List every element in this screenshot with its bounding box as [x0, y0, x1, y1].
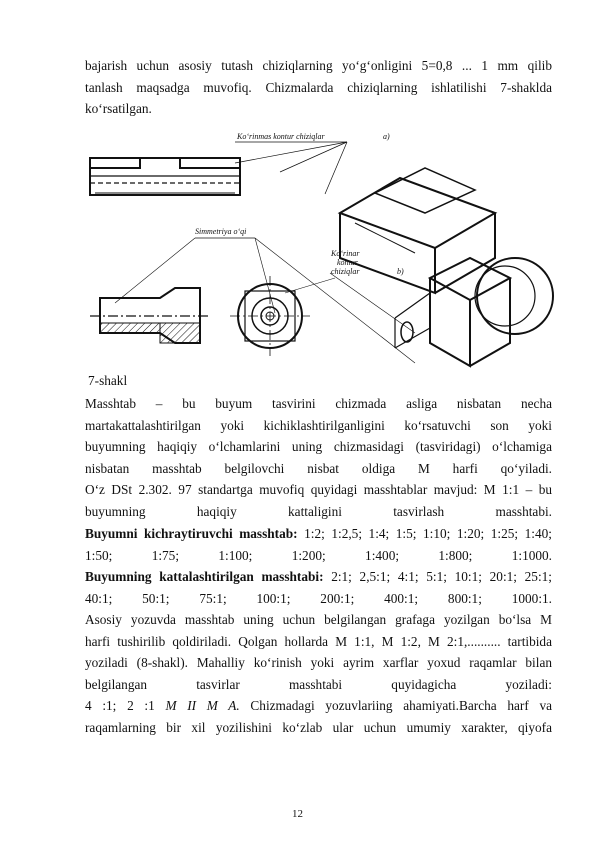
text-line: 1:50; 1:75; 1:100; 1:200; 1:400; 1:800; 1:1000.: [85, 547, 552, 563]
paragraph-enlarging-scales: [85, 566, 552, 609]
label-visible-contour-3: chiziqlar: [331, 267, 360, 276]
paragraph-title-block: [85, 609, 552, 695]
text-line: belgilangan tasvirlar masshtabi quyidagicha yoziladi:: [85, 676, 552, 692]
view-labels: M II M A.: [165, 698, 240, 713]
text-line: harfi tushirilib qoldiriladi. Qolgan hollarda M 1:1, M 1:2, M 2:1,.......... tartibida: [85, 633, 552, 649]
text-line: O‘z DSt 2.302. 97 standartga muvofiq quyidagi masshtablar mavjud: M 1:1 – bu: [85, 482, 552, 497]
lettering-intro: Chizmadagi yozuvlariing ahamiyati.Barcha harf va: [239, 698, 552, 713]
enlarging-values: 2:1; 2,5:1; 4:1; 5:1; 10:1; 20:1; 25:1;: [323, 569, 552, 584]
page-number: 12: [292, 808, 303, 820]
text-line: bajarish uchun asosiy tutash chiziqlarning yo‘g‘onligini 5=0,8 ... 1 mm qilib: [85, 58, 552, 73]
term-reducing-scale: Buyumni kichraytiruvchi masshtab:: [85, 526, 298, 541]
text-line: 40:1; 50:1; 75:1; 100:1; 200:1; 400:1; 800:1; 1000:1.: [85, 590, 552, 606]
paragraph-scale-definition: [85, 393, 552, 479]
figure-caption: 7-shakl: [88, 373, 128, 388]
label-visible-contour-1: Ko‘rinar: [331, 249, 360, 258]
text-line: buyumning haqiqiy o‘lchamlarini uning chizmasidagi (tasviridagi) o‘lchamiga: [85, 439, 552, 455]
label-symmetry-axis: Simmetriya o‘qi: [195, 227, 247, 236]
reducing-values: 1:2; 1:2,5; 1:4; 1:5; 1:10; 1:20; 1:25; 1:40;: [297, 526, 552, 541]
text-line: [85, 695, 552, 717]
text-line: Masshtab – bu buyum tasvirini chizmada asliga nisbatan necha: [85, 396, 552, 411]
technical-drawing: [85, 128, 555, 370]
label-a: a): [383, 132, 390, 141]
text-line: tanlash maqsadga muvofiq. Chizmalarda chiziqlarning ishlatilishi 7-shaklda: [85, 79, 552, 95]
text-line: [85, 566, 552, 588]
figure-7-line-types: [85, 128, 555, 370]
label-b: b): [397, 267, 404, 276]
text-line: ko‘rsatilgan.: [85, 101, 152, 117]
paragraph-lettering: [85, 695, 552, 738]
text-line: martakattalashtirilgan yoki kichiklashtirilganligini ko‘rsatuvchi son yoki: [85, 417, 552, 433]
paragraph-standard: [85, 479, 552, 522]
term-enlarging-scale: Buyumning kattalashtirilgan masshtabi:: [85, 569, 324, 584]
text-line: raqamlarning bir xil yozilishini ko‘zlab ular uchun umumiy xarakter, qiyofa: [85, 719, 552, 735]
paragraph-line-thickness: [85, 55, 552, 120]
text-line: buyumning haqiqiy kattaligini tasvirlash masshtabi.: [85, 503, 552, 519]
text-line: nisbatan masshtab belgilovchi nisbat oldiga M harfi qo‘yiladi.: [85, 460, 552, 476]
scale-ratios: 4 :1; 2 :1: [85, 698, 166, 713]
paragraph-reducing-scales: [85, 523, 552, 566]
text-line: yoziladi (8-shakl). Mahalliy ko‘rinish yoki ayrim xarflar yoxud raqamlar bilan: [85, 655, 552, 671]
label-visible-contour-2: kontur: [337, 258, 358, 267]
label-hidden-contour-lines: Ko‘rinmas kontur chiziqlar: [237, 132, 325, 141]
text-line: Asosiy yozuvda masshtab uning uchun belgilangan grafaga yozilgan bo‘lsa M: [85, 612, 552, 627]
text-line: [85, 523, 552, 545]
